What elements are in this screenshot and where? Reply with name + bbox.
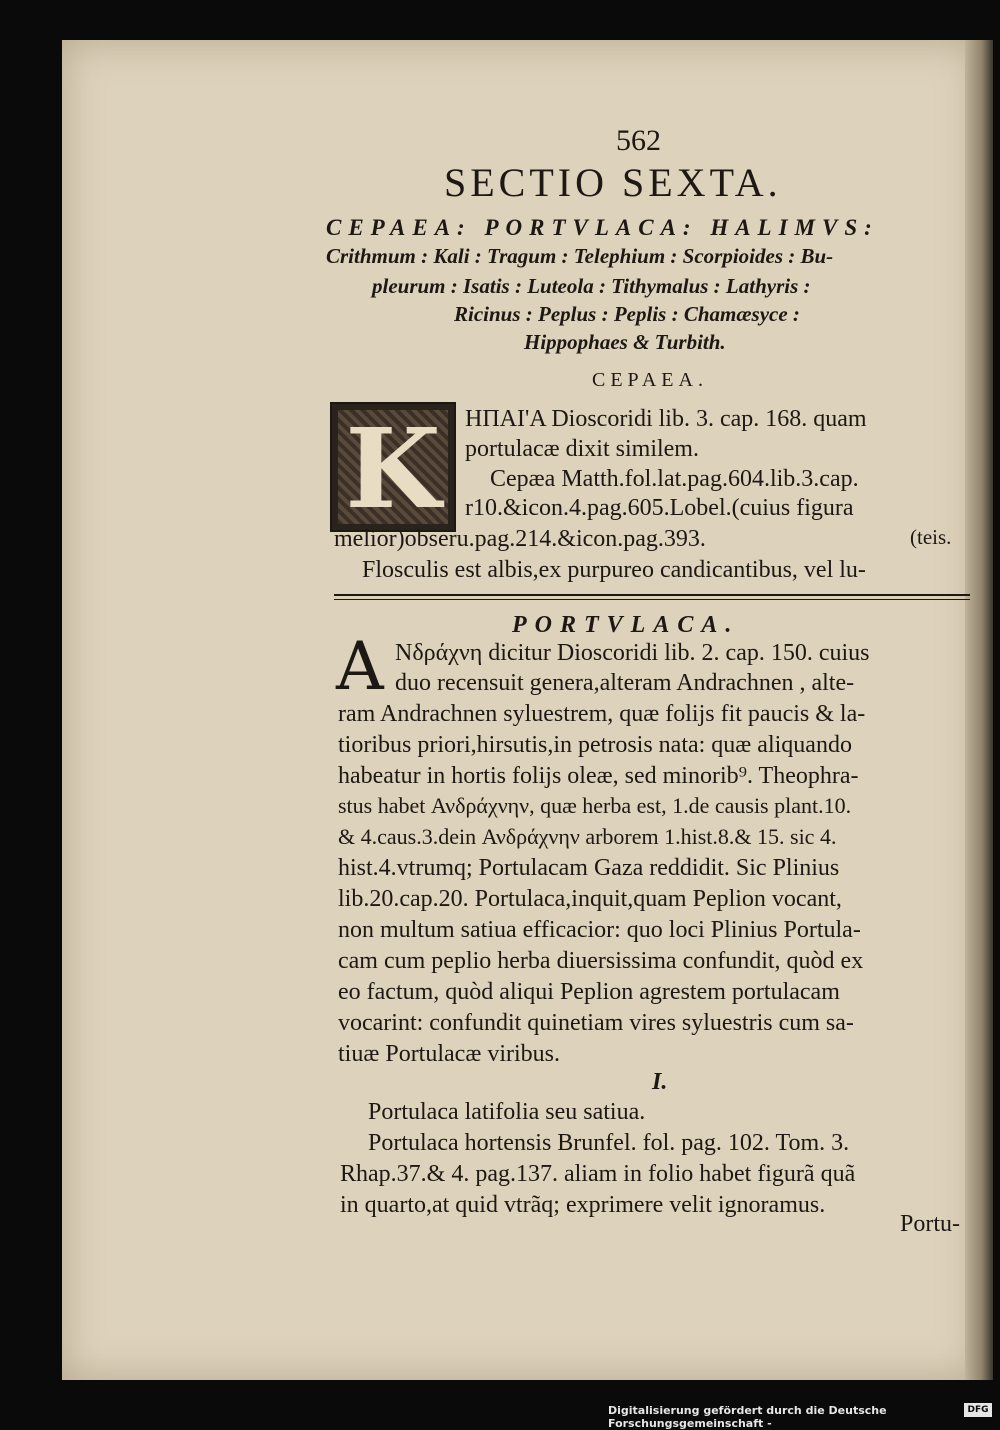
- portulaca-line: & 4.caus.3.dein Ανδράχνην arborem 1.hist.8.& 15. sic 4.: [338, 824, 837, 849]
- cepaea-line: ΗΠΑΙ'Α Dioscoridi lib. 3. cap. 168. quam: [465, 406, 867, 432]
- portulaca-line: tioribus priori,hirsutis,in petrosis nata: quæ aliquando: [338, 732, 852, 758]
- portulaca-line: non multum satiua efficacior: quo loci Plinius Portula-: [338, 917, 861, 943]
- page-number: 562: [616, 124, 661, 157]
- initial-letter: K: [345, 404, 441, 533]
- entry-line: in quarto,at quid vtrãq; exprimere velit ignoramus.: [340, 1192, 826, 1218]
- decorated-initial: [330, 402, 456, 532]
- entry-line: Rhap.37.& 4. pag.137. aliam in folio habet figurã quã: [340, 1161, 856, 1187]
- portulaca-line: vocarint: confundit quinetiam vires syluestris cum sa-: [338, 1010, 854, 1036]
- cepaea-heading: CEPAEA.: [592, 369, 708, 391]
- dfg-logo: DFG: [964, 1403, 992, 1417]
- section-title: SECTIO SEXTA.: [444, 160, 782, 205]
- digitization-credit: Digitalisierung gefördert durch die Deutsche Forschungsgemeinschaft -: [608, 1404, 887, 1430]
- portulaca-heading: PORTVLACA.: [512, 612, 740, 638]
- portulaca-line: lib.20.cap.20. Portulaca,inquit,quam Peplion vocant,: [338, 886, 842, 912]
- contents-line: pleurum : Isatis : Luteola : Tithymalus : Lathyris :: [372, 274, 811, 298]
- entry-line: Portulaca hortensis Brunfel. fol. pag. 102. Tom. 3.: [368, 1130, 850, 1156]
- cepaea-line: Cepæa Matth.fol.lat.pag.604.lib.3.cap.: [490, 466, 859, 492]
- contents-line: Ricinus : Peplus : Peplis : Chamæsyce :: [454, 302, 800, 326]
- entry-line: Portulaca latifolia seu satiua.: [368, 1099, 646, 1125]
- portulaca-line: Νδράχνη dicitur Dioscoridi lib. 2. cap. 150. cuius: [395, 640, 870, 666]
- cepaea-line: r10.&icon.4.pag.605.Lobel.(cuius figura: [465, 495, 854, 521]
- cepaea-line: melior)obseru.pag.214.&icon.pag.393.: [334, 526, 706, 552]
- portulaca-line: tiuæ Portulacæ viribus.: [338, 1041, 560, 1067]
- contents-line: CEPAEA: PORTVLACA: HALIMVS:: [326, 215, 879, 240]
- contents-line: Crithmum : Kali : Tragum : Telephium : Scorpioides : Bu-: [326, 244, 834, 268]
- section-divider: [334, 594, 970, 596]
- section-divider: [334, 599, 970, 600]
- catchword: Portu-: [900, 1211, 960, 1237]
- portulaca-line: eo factum, quòd aliqui Peplion agrestem portulacam: [338, 979, 840, 1005]
- portulaca-line: hist.4.vtrumq; Portulacam Gaza reddidit. Sic Plinius: [338, 855, 840, 881]
- contents-line: Hippophaes & Turbith.: [524, 330, 726, 354]
- portulaca-initial: A: [336, 628, 384, 705]
- portulaca-line: duo recensuit genera,alteram Andrachnen , alte-: [395, 670, 855, 696]
- portulaca-line: cam cum peplio herba diuersissima confundit, quòd ex: [338, 948, 864, 974]
- cepaea-line-tail: (teis.: [910, 525, 952, 549]
- book-spine: [965, 40, 993, 1380]
- portulaca-line: ram Andrachnen syluestrem, quæ folijs fit paucis & la-: [338, 701, 866, 727]
- portulaca-line: stus habet Ανδράχνην, quæ herba est, 1.de causis plant.10.: [338, 793, 852, 818]
- cepaea-line: portulacæ dixit similem.: [465, 436, 699, 462]
- cepaea-line: Flosculis est albis,ex purpureo candicantibus, vel lu-: [362, 557, 866, 583]
- portulaca-line: habeatur in hortis folijs oleæ, sed minorib⁹. Theophra-: [338, 763, 859, 789]
- entry-numeral: I.: [652, 1069, 668, 1095]
